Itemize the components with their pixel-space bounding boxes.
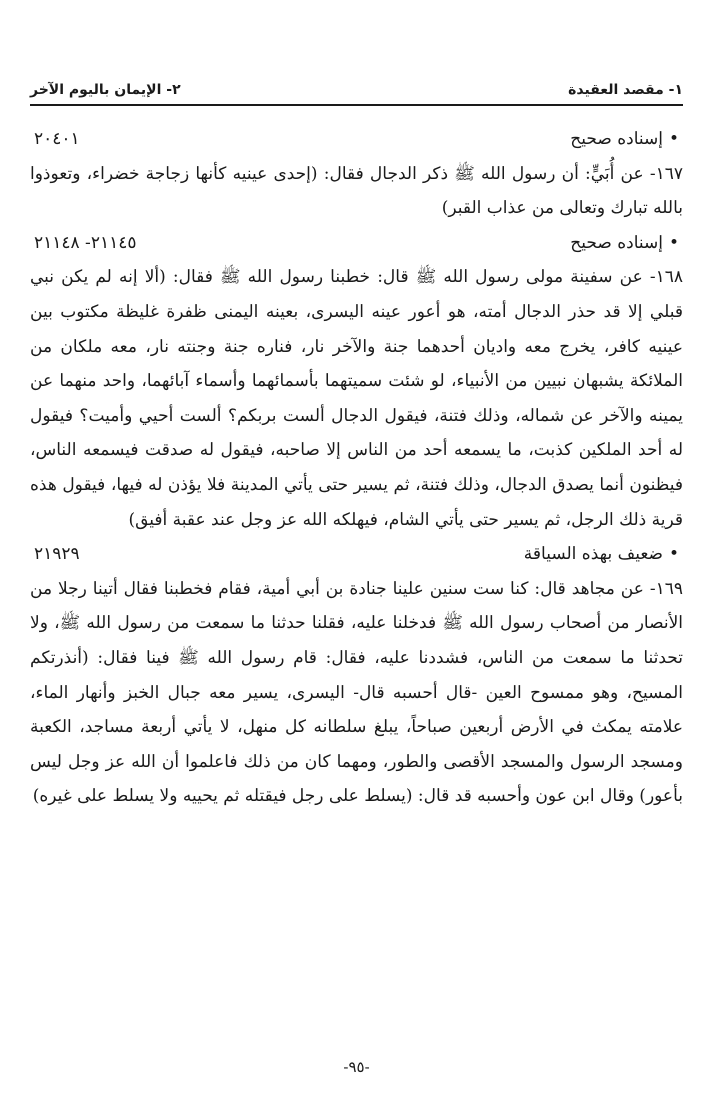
- hadith-paragraph: ١٦٨- عن سفينة مولى رسول الله ﷺ قال: خطبنا رسول الله ﷺ فقال: (ألا إنه لم يكن نبي قبلي إلا قد حذر الدجال أمته، هو أعور عينه اليسرى، بعينه اليمنى ظفرة غليظة مكتوب بين عينيه كافر، يخرج معه واديان أحدهما جنة والآخر نار، فناره جنة وجنته نار، معه ملكان من الملائكة يشبهان نبيين من الأنبياء، لو شئت سميتهما بأسمائهما وأسماء آبائهما، واحد منهما عن يمينه والآخر عن شماله، وذلك فتنة، فيقول الدجال ألست بربكم؟ ألست أحيي وأميت؟ فيقول له أحد الملكين كذبت، ما يسمعه أحد من الناس إلا صاحبه، فيقول له صدقت فيسمعه الناس، فيظنون أنما يصدق الدجال، وذلك فتنة، ثم يسير حتى يأتي المدينة فلا يؤذن له فيها، فيقول هذه قرية ذلك الرجل، ثم يسير حتى يأتي الشام، فيهلكه الله عز وجل عند عقبة أفيق): [30, 267, 683, 530]
- hadith-ref-number: ٢٠٤٠١: [34, 129, 80, 149]
- hadith-paragraph: ١٦٩- عن مجاهد قال: كنا ست سنين علينا جنادة بن أبي أمية، فقام فخطبنا فقال أتينا رجلا من الأنصار من أصحاب رسول الله ﷺ فدخلنا عليه، فقلنا حدثنا ما سمعت من رسول الله ﷺ، ولا تحدثنا ما سمعت من الناس، فشددنا عليه، فقال: قام رسول الله ﷺ فينا فقال: (أنذرتكم المسيح، وهو ممسوح العين -قال أحسبه قال- اليسرى، يسير معه جبال الخبز وأنهار الماء، علامته يمكث في الأرض أربعين صباحاً، يبلغ سلطانه كل منهل، لا يأتي أربعة مساجد، الكعبة ومسجد الرسول والمسجد الأقصى والطور، ومهما كان من ذلك فاعلموا أن الله عز وجل ليس بأعور) وقال ابن عون وأحسبه قد قال: (يسلط على رجل فيقتله ثم يحييه ولا يسلط على غيره): [30, 578, 683, 807]
- running-header: [30, 70, 683, 98]
- grade-text: • إسناده صحيح: [570, 226, 679, 261]
- grade-line: [30, 122, 683, 157]
- hadith-ref-number: ٢١٩٢٩: [34, 544, 80, 565]
- header-section: ٢- الإيمان باليوم الآخر: [30, 82, 181, 98]
- hadith-paragraph: ١٦٧- عن أُبَيٍّ: أن رسول الله ﷺ ذكر الدجال فقال: (إحدى عينيه كأنها زجاجة خضراء، وتعوذوا بالله تبارك وتعالى من عذاب القبر): [30, 163, 683, 219]
- header-chapter: ١- مقصد العقيدة: [568, 82, 683, 98]
- header-rule: [30, 104, 683, 106]
- page-number: -٩٥-: [343, 1058, 370, 1076]
- grade-line: [30, 537, 683, 572]
- grade-text: • إسناده صحيح: [570, 122, 679, 157]
- hadith-ref-number: ٢١١٤٥- ٢١١٤٨: [34, 232, 137, 253]
- grade-text: • ضعيف بهذه السياقة: [524, 537, 679, 572]
- grade-line: [30, 226, 683, 261]
- page-body: [30, 122, 683, 814]
